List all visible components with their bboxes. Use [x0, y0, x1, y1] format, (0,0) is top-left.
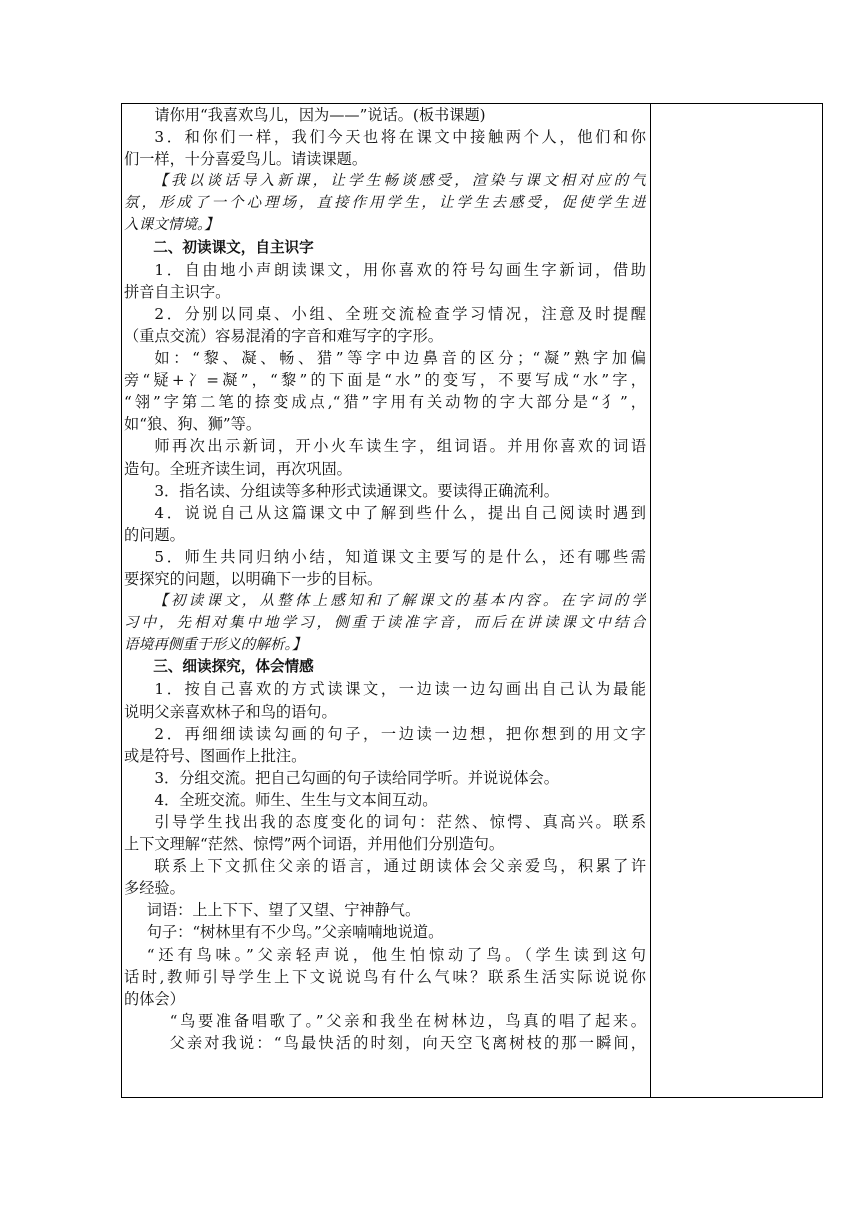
text-line: 父亲对我说：“鸟最快活的时刻，向天空飞离树枝的那一瞬间， [169, 1033, 646, 1052]
teaching-note-line: 习中，先相对集中地学习，侧重于读准字音，而后在讲读课文中结合 [124, 614, 646, 632]
text-line: 3．指名读、分组读等多种形式读通课文。要读得正确流利。 [154, 481, 559, 500]
text-line: 引导学生找出我的态度变化的词句：茫然、惊愕、真高兴。联系 [154, 813, 646, 831]
text-line: 4．全班交流。师生、生生与文本间互动。 [154, 790, 438, 809]
text-line: 多经验。 [124, 879, 185, 898]
text-line: 们一样，十分喜爱鸟儿。请读课题。 [124, 150, 367, 169]
text-line: 1．自由地小声朗读课文，用你喜欢的符号勾画生字新词，借助 [154, 260, 646, 279]
text-line: 请你用“我喜欢鸟儿，因为——”说话。(板书课题) [154, 106, 486, 124]
text-line: 拼音自主识字。 [124, 282, 231, 301]
text-line: 5．师生共同归纳小结，知道课文主要写的是什么，还有哪些需 [154, 547, 646, 566]
text-line: “还有鸟味。”父亲轻声说，他生怕惊动了鸟。（学生读到这句 [146, 945, 646, 964]
text-line: 话时,教师引导学生上下文说说鸟有什么气味？联系生活实际说说你 [124, 967, 646, 986]
text-line: 师再次出示新词，开小火车读生字，组词语。并用你喜欢的词语 [154, 437, 646, 456]
text-line: （重点交流）容易混淆的字音和难写字的字形。 [124, 326, 443, 345]
text-line: “鸟要准备唱歌了。”父亲和我坐在树林边，鸟真的唱了起来。 [169, 1011, 646, 1030]
teaching-note-line: 【初读课文，从整体上感知和了解课文的基本内容。在字词的学 [153, 592, 646, 610]
text-line: 要探究的问题，以明确下一步的目标。 [124, 569, 383, 588]
section-heading: 三、细读探究，体会情感 [153, 658, 314, 676]
text-line: 句子：“树林里有不少鸟。”父亲喃喃地说道。 [146, 923, 444, 942]
text-line: 2．分别以同桌、小组、全班交流检查学习情况，注意及时提醒 [154, 304, 646, 323]
text-line: 上下文理解“茫然、惊愕”两个词语，并用他们分别造句。 [124, 835, 505, 854]
text-line: “翎”字第二笔的捺变成点,“猎”字用有关动物的字大部分是“犭”， [124, 393, 646, 412]
text-line: 3．分组交流。把自己勾画的句子读给同学听。并说说体会。 [154, 768, 559, 787]
text-line: 3．和你们一样，我们今天也将在课文中接触两个人，他们和你 [154, 128, 646, 147]
text-line: 的问题。 [124, 525, 185, 544]
teaching-note-line: 氛，形成了一个心理场，直接作用学生，让学生去感受，促使学生进 [124, 194, 646, 212]
text-line: 或是符号、图画作上批注。 [124, 746, 307, 765]
text-line: 旁“疑+冫=凝”，“黎”的下面是“水”的变写，不要写成“水”字， [124, 371, 646, 390]
text-line: 联系上下文抓住父亲的语言，通过朗读体会父亲爱鸟，积累了许 [154, 857, 646, 876]
table-column-divider [650, 103, 651, 1098]
text-line: 说明父亲喜欢林子和鸟的语句。 [124, 702, 337, 721]
lesson-content-cell [124, 104, 646, 1054]
text-line: 造句。全班齐读生词，再次巩固。 [124, 459, 352, 478]
text-line: 如：“黎、凝、畅、猎”等字中边鼻音的区分；“凝”熟字加偏 [154, 349, 646, 368]
text-line: 2．再细细读读勾画的句子，一边读一边想，把你想到的用文字 [154, 724, 646, 743]
teaching-note-line: 【我以谈话导入新课，让学生畅谈感受，渲染与课文相对应的气 [153, 172, 646, 190]
text-line: 1．按自己喜欢的方式读课文，一边读一边勾画出自己认为最能 [154, 680, 646, 699]
text-line: 如“狼、狗、狮”等。 [124, 415, 262, 434]
text-line: 4．说说自己从这篇课文中了解到些什么，提出自己阅读时遇到 [154, 503, 646, 522]
text-line: 词语：上上下下、望了又望、宁神静气。 [146, 901, 421, 920]
section-heading: 二、初读课文，自主识字 [153, 238, 314, 256]
teaching-note-line: 语境再侧重于形义的解析。】 [124, 636, 307, 654]
teaching-note-line: 入课文情境。】 [124, 216, 219, 234]
text-line: 的体会） [124, 989, 185, 1008]
